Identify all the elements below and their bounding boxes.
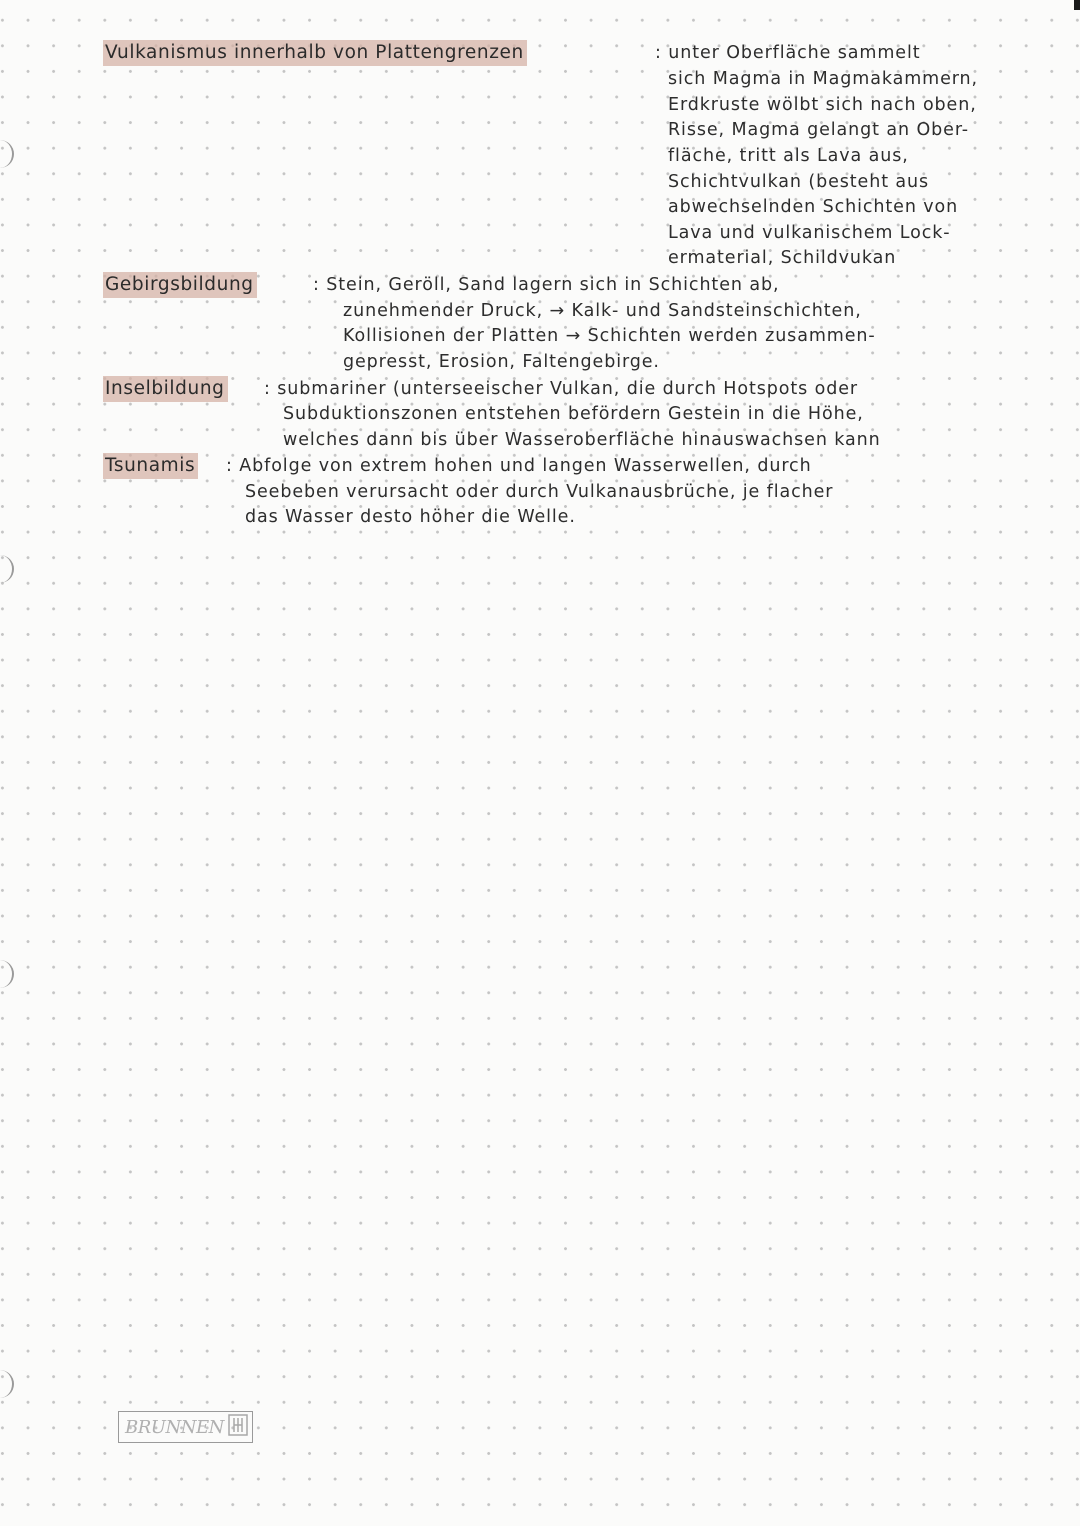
note-line: ermaterial, Schildvukan	[668, 248, 897, 268]
note-line: Erdkruste wölbt sich nach oben,	[668, 95, 977, 115]
punch-hole	[0, 960, 14, 988]
page-binding-edge	[0, 0, 18, 1526]
term-inselbildung: Inselbildung	[103, 376, 228, 402]
corner-mark	[1074, 0, 1080, 10]
punch-hole	[0, 1370, 14, 1398]
punch-hole	[0, 555, 14, 583]
note-line: abwechselnden Schichten von	[668, 197, 959, 217]
term-tsunamis: Tsunamis	[103, 453, 198, 479]
note-line: : unter Oberfläche sammelt	[655, 43, 921, 63]
note-line: Seebeben verursacht oder durch Vulkanausbrüche, je flacher	[245, 482, 834, 502]
term-gebirgsbildung: Gebirgsbildung	[103, 272, 257, 298]
brunnen-logo-icon	[228, 1414, 248, 1441]
note-line: Lava und vulkanischem Lock-	[668, 223, 951, 243]
note-line: gepresst, Erosion, Faltengebirge.	[343, 352, 660, 372]
note-line: welches dann bis über Wasseroberfläche hinauswachsen kann	[283, 430, 881, 450]
note-line: Subduktionszonen entstehen befördern Gestein in die Höhe,	[283, 404, 864, 424]
note-line: sich Magma in Magmakammern,	[668, 69, 978, 89]
brunnen-brand-mark	[118, 1411, 253, 1443]
note-line: Risse, Magma gelangt an Ober-	[668, 120, 970, 140]
note-line: fläche, tritt als Lava aus,	[668, 146, 909, 166]
punch-hole	[0, 140, 14, 168]
note-line: : Stein, Geröll, Sand lagern sich in Schichten ab,	[313, 275, 780, 295]
note-line: : Abfolge von extrem hohen und langen Wasserwellen, durch	[226, 456, 812, 476]
brand-name: BRUNNEN	[125, 1416, 224, 1438]
note-line: Kollisionen der Platten → Schichten werden zusammen-	[343, 326, 876, 346]
note-line: Schichtvulkan (besteht aus	[668, 172, 930, 192]
note-line: : submariner (unterseeischer Vulkan, die durch Hotspots oder	[264, 379, 858, 399]
term-vulkanismus: Vulkanismus innerhalb von Plattengrenzen	[103, 40, 527, 66]
note-line: das Wasser desto höher die Welle.	[245, 507, 576, 527]
note-line: zunehmender Druck, → Kalk- und Sandsteinschichten,	[343, 301, 862, 321]
